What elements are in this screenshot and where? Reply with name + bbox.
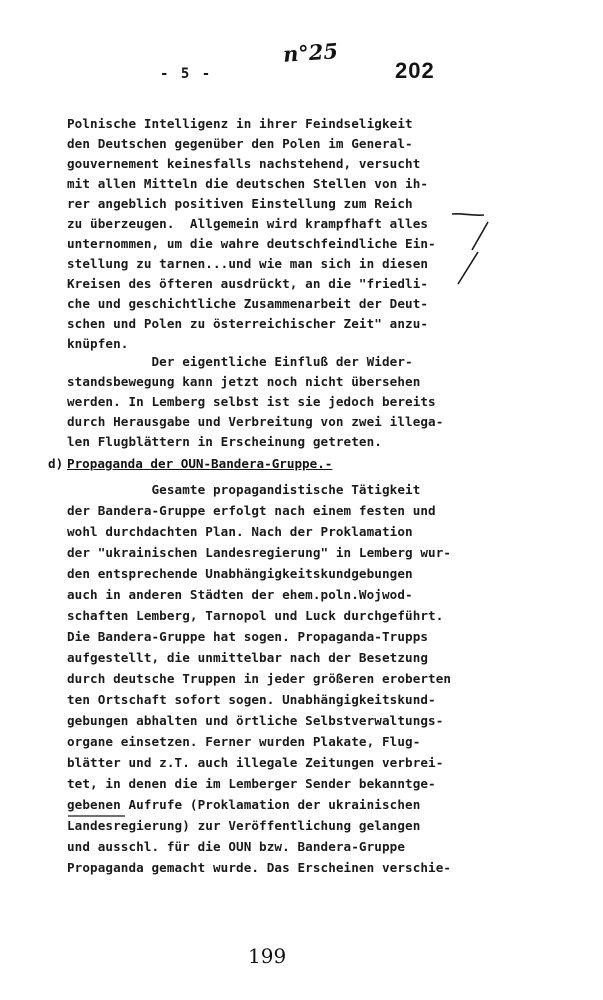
text-line: auch in anderen Städten der ehem.poln.Wojwod- <box>67 587 413 602</box>
text-line: mit allen Mitteln die deutschen Stellen von ih- <box>67 176 429 191</box>
folio-number: 202 <box>395 58 435 83</box>
text-line: blätter und z.T. auch illegale Zeitungen verbrei- <box>67 755 444 770</box>
text-line: Landesregierung) zur Veröffentlichung gelangen <box>67 818 421 833</box>
text-line: den Deutschen gegenüber den Polen im General- <box>67 136 413 151</box>
text-line: der "ukrainischen Landesregierung" in Lemberg wur- <box>67 545 452 560</box>
text-line: Der eigentliche Einfluß der Wider- <box>67 354 413 369</box>
text-line: aufgestellt, die unmittelbar nach der Besetzung <box>67 650 429 665</box>
text-line: durch deutsche Truppen in jeder größeren eroberten <box>67 671 452 686</box>
text-line: schaften Lemberg, Tarnopol und Luck durchgeführt. <box>67 608 444 623</box>
page-marker: - 5 - <box>160 66 213 82</box>
text-line: ten Ortschaft sofort sogen. Unabhängigkeitskund- <box>67 692 436 707</box>
text-line: den entsprechende Unabhängigkeitskundgebungen <box>67 566 413 581</box>
text-line: Propaganda gemacht wurde. Das Erscheinen verschie- <box>67 860 452 875</box>
text-line: der Bandera-Gruppe erfolgt nach einem festen und <box>67 503 436 518</box>
text-line: Polnische Intelligenz in ihrer Feindseligkeit <box>67 116 413 131</box>
text-line: rer angeblich positiven Einstellung zum Reich <box>67 196 413 211</box>
text-line: zu überzeugen. Allgemein wird krampfhaft alles <box>67 216 429 231</box>
text-line: standsbewegung kann jetzt noch nicht übersehen <box>67 374 421 389</box>
text-line: gebungen abhalten und örtliche Selbstverwaltungs- <box>67 713 444 728</box>
text-line: Die Bandera-Gruppe hat sogen. Propaganda-Trupps <box>67 629 429 644</box>
text-line: gouvernement keinesfalls nachstehend, versucht <box>67 156 421 171</box>
margin-slash-mark <box>472 222 488 250</box>
section-title: Propaganda der OUN-Bandera-Gruppe.- <box>67 456 333 471</box>
text-line: unternommen, um die wahre deutschfeindliche Ein- <box>67 236 436 251</box>
text-line: gebenen Aufrufe (Proklamation der ukrainischen <box>67 797 421 812</box>
text-line: che und geschichtliche Zusammenarbeit der Deut- <box>67 296 429 311</box>
text-line: werden. In Lemberg selbst ist sie jedoch bereits <box>67 394 436 409</box>
text-line: organe einsetzen. Ferner wurden Plakate, Flug- <box>67 734 421 749</box>
margin-slash-mark <box>458 252 478 284</box>
section-label: d) <box>48 456 64 471</box>
margin-dash-mark <box>452 214 484 215</box>
text-line: wohl durchdachten Plan. Nach der Proklamation <box>67 524 413 539</box>
text-line: tet, in denen die im Lemberger Sender bekanntge- <box>67 776 436 791</box>
text-line: und ausschl. für die OUN bzw. Bandera-Gruppe <box>67 839 406 854</box>
text-line: Gesamte propagandistische Tätigkeit <box>67 482 421 497</box>
text-line: stellung zu tarnen...und wie man sich in diesen <box>67 256 429 271</box>
text-line: Kreisen des öfteren ausdrückt, an die "friedli- <box>67 276 429 291</box>
text-line: len Flugblättern in Erscheinung getreten. <box>67 434 382 449</box>
page-number: 199 <box>248 944 287 968</box>
text-line: knüpfen. <box>67 336 129 351</box>
text-line: schen und Polen zu österreichischer Zeit" anzu- <box>67 316 429 331</box>
text-line: durch Herausgabe und Verbreitung von zwei illega- <box>67 414 444 429</box>
handwritten-number: n°25 <box>282 38 339 67</box>
